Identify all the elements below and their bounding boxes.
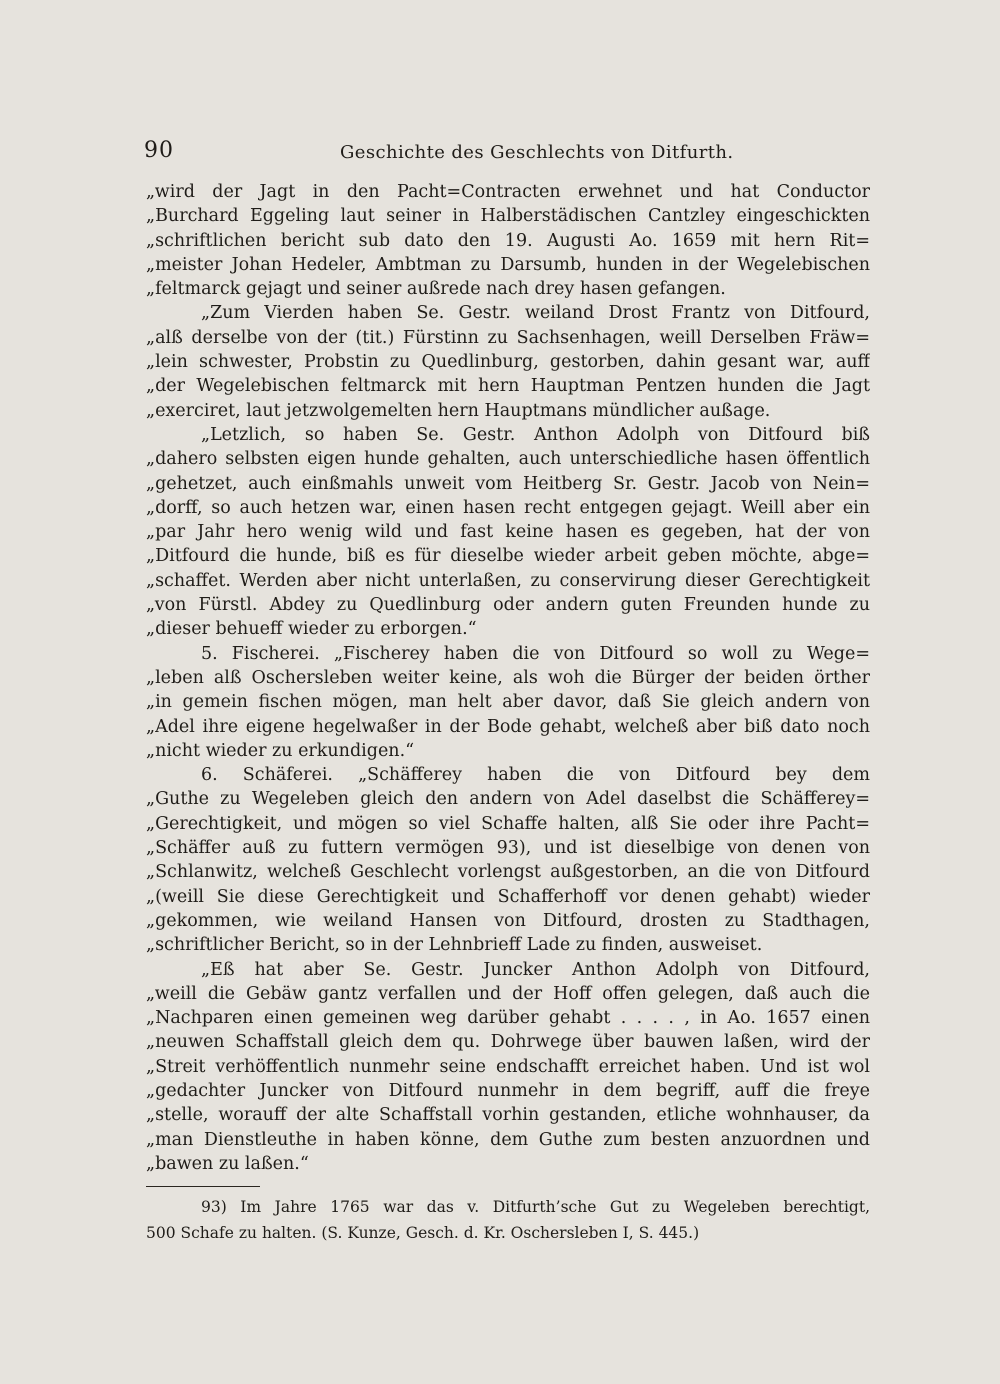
text-line: „(weill Sie diese Gerechtigkeit und Schafferhoff vor denen gehabt) wieder xyxy=(146,886,870,907)
text-line: „nicht wieder zu erkundigen.“ xyxy=(146,740,415,761)
text-line: „Guthe zu Wegeleben gleich den andern von Adel daselbst die Schäfferey= xyxy=(146,789,870,810)
text-line: „feltmarck gejagt und seiner außrede nach drey hasen gefangen. xyxy=(146,279,726,300)
text-line: „von Fürstl. Abdey zu Quedlinburg oder andern guten Freunden hunde zu xyxy=(146,595,870,616)
text-line: „dorff, so auch hetzen war, einen hasen recht entgegen gejagt. Weill aber ein xyxy=(146,497,870,518)
text-line: „neuwen Schaffstall gleich dem qu. Dohrwege über bauwen laßen, wird der xyxy=(146,1032,870,1053)
footnotes xyxy=(146,1194,870,1246)
text-line: „Zum Vierden haben Se. Gestr. weiland Drost Frantz von Ditfourd, xyxy=(201,303,870,324)
text-line: „Burchard Eggeling laut seiner in Halberstädischen Cantzley eingeschickten xyxy=(146,206,870,227)
text-line: „weill die Gebäw gantz verfallen und der Hoff offen gelegen, daß auch die xyxy=(146,983,870,1004)
text-line: „bawen zu laßen.“ xyxy=(146,1153,309,1174)
text-line: „schaffet. Werden aber nicht unterlaßen, zu conservirung dieser Gerechtigkeit xyxy=(146,570,870,591)
text-line: „wird der Jagt in den Pacht=Contracten erwehnet und hat Conductor xyxy=(146,182,870,202)
footnote-line: 93) Im Jahre 1765 war das v. Ditfurth’sche Gut zu Wegeleben berechtigt, xyxy=(201,1198,870,1216)
body-text xyxy=(146,180,870,1176)
text-line: „lein schwester, Probstin zu Quedlinburg, gestorben, dahin gesant war, auff xyxy=(146,352,870,373)
text-line: „schriftlichen bericht sub dato den 19. Augusti Ao. 1659 mit hern Rit= xyxy=(146,230,870,251)
footnote-line: 500 Schafe zu halten. (S. Kunze, Gesch. d. Kr. Oschersleben I, S. 445.) xyxy=(146,1224,700,1242)
text-line: 6. Schäferei. „Schäfferey haben die von Ditfourd bey dem xyxy=(201,765,870,786)
text-line: „man Dienstleuthe in haben könne, dem Guthe zum besten anzuordnen und xyxy=(146,1129,870,1150)
text-line: „dahero selbsten eigen hunde gehalten, auch unterschiedliche hasen öffentlich xyxy=(146,449,870,470)
text-line: „dieser behueff wieder zu erborgen.“ xyxy=(146,619,477,640)
text-line: „stelle, worauff der alte Schaffstall vorhin gestanden, etliche wohnhauser, da xyxy=(146,1105,870,1126)
text-line: „Schäffer auß zu futtern vermögen 93), und ist dieselbige von denen von xyxy=(146,838,870,859)
text-line: „Ditfourd die hunde, biß es für dieselbe wieder arbeit geben möchte, abge= xyxy=(146,546,870,567)
text-line: „Adel ihre eigene hegelwaßer in der Bode gehabt, welcheß aber biß dato noch xyxy=(146,716,870,737)
running-title: Geschichte des Geschlechts von Ditfurth. xyxy=(340,142,734,163)
text-line: „Nachparen einen gemeinen weg darüber gehabt . . . . , in Ao. 1657 einen xyxy=(146,1008,870,1029)
page-header xyxy=(144,138,868,168)
text-line: „gehetzet, auch einßmahls unweit vom Heitberg Sr. Gestr. Jacob von Nein= xyxy=(146,473,870,494)
text-line: „der Wegelebischen feltmarck mit hern Hauptman Pentzen hunden die Jagt xyxy=(146,376,870,397)
text-line: „in gemein fischen mögen, man helt aber davor, daß Sie gleich andern von xyxy=(146,692,870,713)
footnote-divider xyxy=(146,1186,260,1187)
text-line: „alß derselbe von der (tit.) Fürstinn zu Sachsenhagen, weill Derselben Fräw= xyxy=(146,327,870,348)
text-line: „gekommen, wie weiland Hansen von Ditfourd, drosten zu Stadthagen, xyxy=(146,910,870,931)
text-line: „meister Johan Hedeler, Ambtman zu Darsumb, hunden in der Wegelebischen xyxy=(146,254,870,275)
text-line: „par Jahr hero wenig wild und fast keine hasen es gegeben, hat der von xyxy=(146,522,870,543)
text-line: 5. Fischerei. „Fischerey haben die von Ditfourd so woll zu Wege= xyxy=(201,643,870,664)
page-number: 90 xyxy=(144,138,174,163)
text-line: „Streit verhöffentlich nunmehr seine endschafft erreichet haben. Und ist wol xyxy=(146,1056,870,1077)
text-line: „schriftlicher Bericht, so in der Lehnbrieff Lade zu finden, ausweiset. xyxy=(146,935,763,956)
text-line: „gedachter Juncker von Ditfourd nunmehr in dem begriff, auff die freye xyxy=(146,1080,870,1101)
text-line: „leben alß Oschersleben weiter keine, als woh die Bürger der beiden örther xyxy=(146,667,870,688)
text-line: „Letzlich, so haben Se. Gestr. Anthon Adolph von Ditfourd biß xyxy=(201,424,870,445)
text-line: „Schlanwitz, welcheß Geschlecht vorlengst außgestorben, an die von Ditfourd xyxy=(146,862,870,883)
text-line: „Eß hat aber Se. Gestr. Juncker Anthon Adolph von Ditfourd, xyxy=(201,959,870,980)
text-line: „Gerechtigkeit, und mögen so viel Schaffe halten, alß Sie oder ihre Pacht= xyxy=(146,813,870,834)
text-line: „exerciret, laut jetzwolgemelten hern Hauptmans mündlicher außage. xyxy=(146,400,771,421)
